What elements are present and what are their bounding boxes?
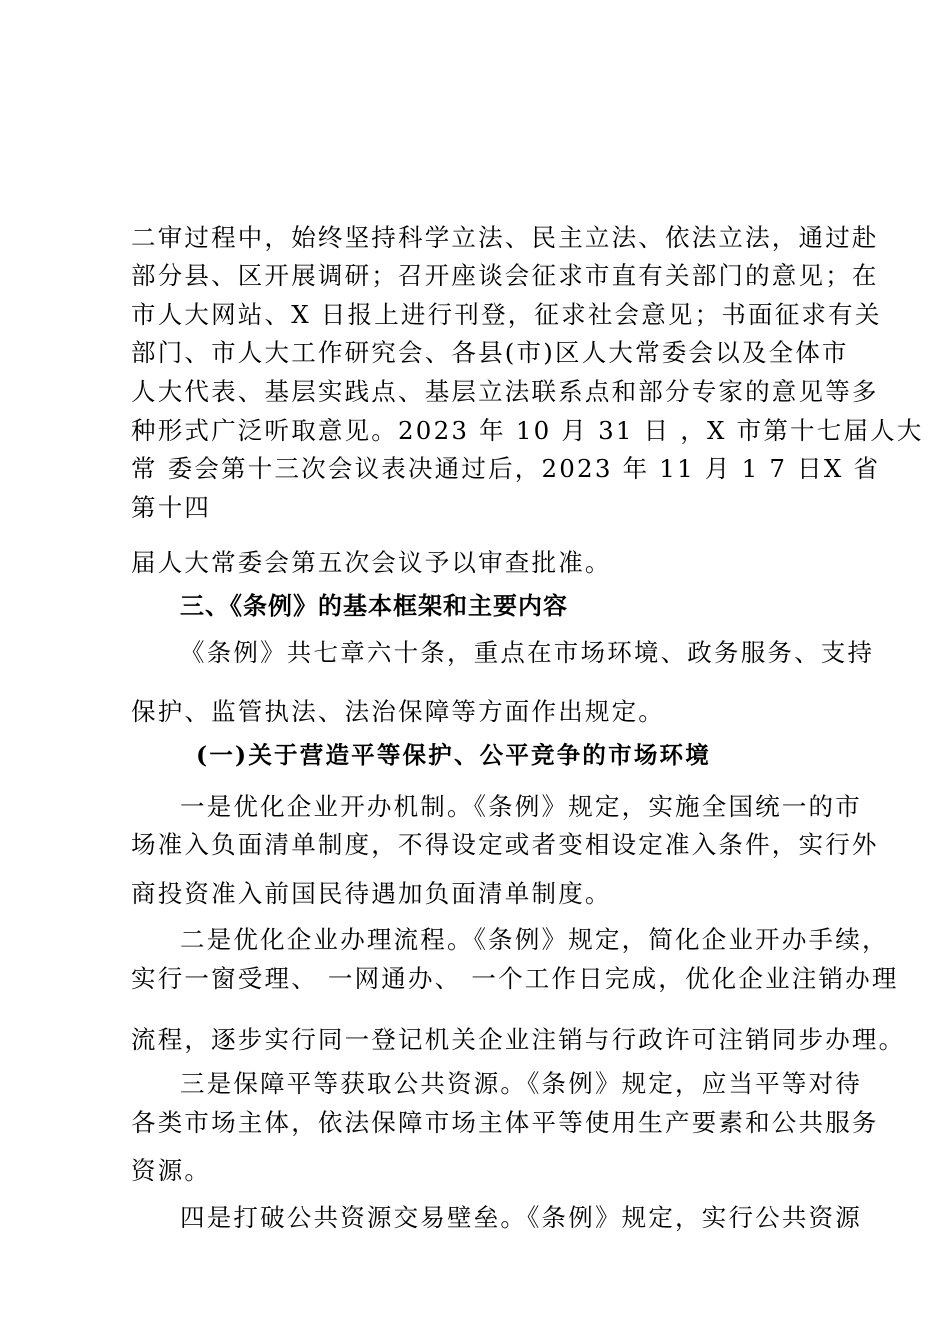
- text-line-21: 各类市场主体，依法保障市场主体平等使用生产要素和公共服务: [131, 1108, 879, 1137]
- text-line-16: 商投资准入前国民待遇加负面清单制度。: [131, 879, 612, 908]
- text-line-11: 《条例》共七章六十条，重点在市场环境、政务服务、支持: [180, 638, 875, 667]
- text-line-18: 实行一窗受理、 一网通办、 一个工作日完成，优化企业注销办理: [131, 964, 899, 993]
- text-line-23: 四是打破公共资源交易壁垒。《条例》规定，实行公共资源: [180, 1203, 862, 1232]
- text-line-14: 一是优化企业开办机制。《条例》规定，实施全国统一的市: [180, 792, 862, 821]
- text-line-1: 二审过程中，始终坚持科学立法、民主立法、依法立法，通过赴: [131, 223, 879, 252]
- text-line-12: 保护、监管执法、法治保障等方面作出规定。: [131, 697, 665, 726]
- text-line-4: 部门、市人大工作研究会、各县(市)区人大常委会以及全体市: [131, 338, 849, 367]
- text-line-20: 三是保障平等获取公共资源。《条例》规定，应当平等对待: [180, 1069, 862, 1098]
- sub-heading: (一)关于营造平等保护、公平竞争的市场环境: [196, 741, 711, 769]
- text-line-15: 场准入负面清单制度，不得设定或者变相设定准入条件，实行外: [131, 830, 879, 859]
- text-line-2: 部分县、区开展调研；召开座谈会征求市直有关部门的意见；在: [131, 261, 879, 290]
- text-line-8: 第十四: [131, 493, 212, 522]
- text-line-6: 种形式广泛听取意见。2023 年 10 月 31 日 ，X 市第十七届人大: [131, 416, 924, 445]
- text-line-3: 市人大网站、X 日报上进行刊登，征求社会意见；书面征求有关: [131, 300, 882, 329]
- text-line-22: 资源。: [131, 1156, 212, 1185]
- text-line-7: 常 委会第十三次会议表决通过后，2023 年 11 月 1 7 日X 省: [131, 454, 881, 483]
- text-line-17: 二是优化企业办理流程。《条例》规定，简化企业开办手续，: [180, 925, 889, 954]
- text-line-19: 流程，逐步实行同一登记机关企业注销与行政许可注销同步办理。: [131, 1025, 906, 1054]
- text-line-5: 人大代表、基层实践点、基层立法联系点和部分专家的意见等多: [131, 377, 879, 406]
- section-heading: 三、《条例》的基本框架和主要内容: [180, 592, 568, 620]
- text-line-9: 届人大常委会第五次会议予以审查批准。: [131, 548, 612, 577]
